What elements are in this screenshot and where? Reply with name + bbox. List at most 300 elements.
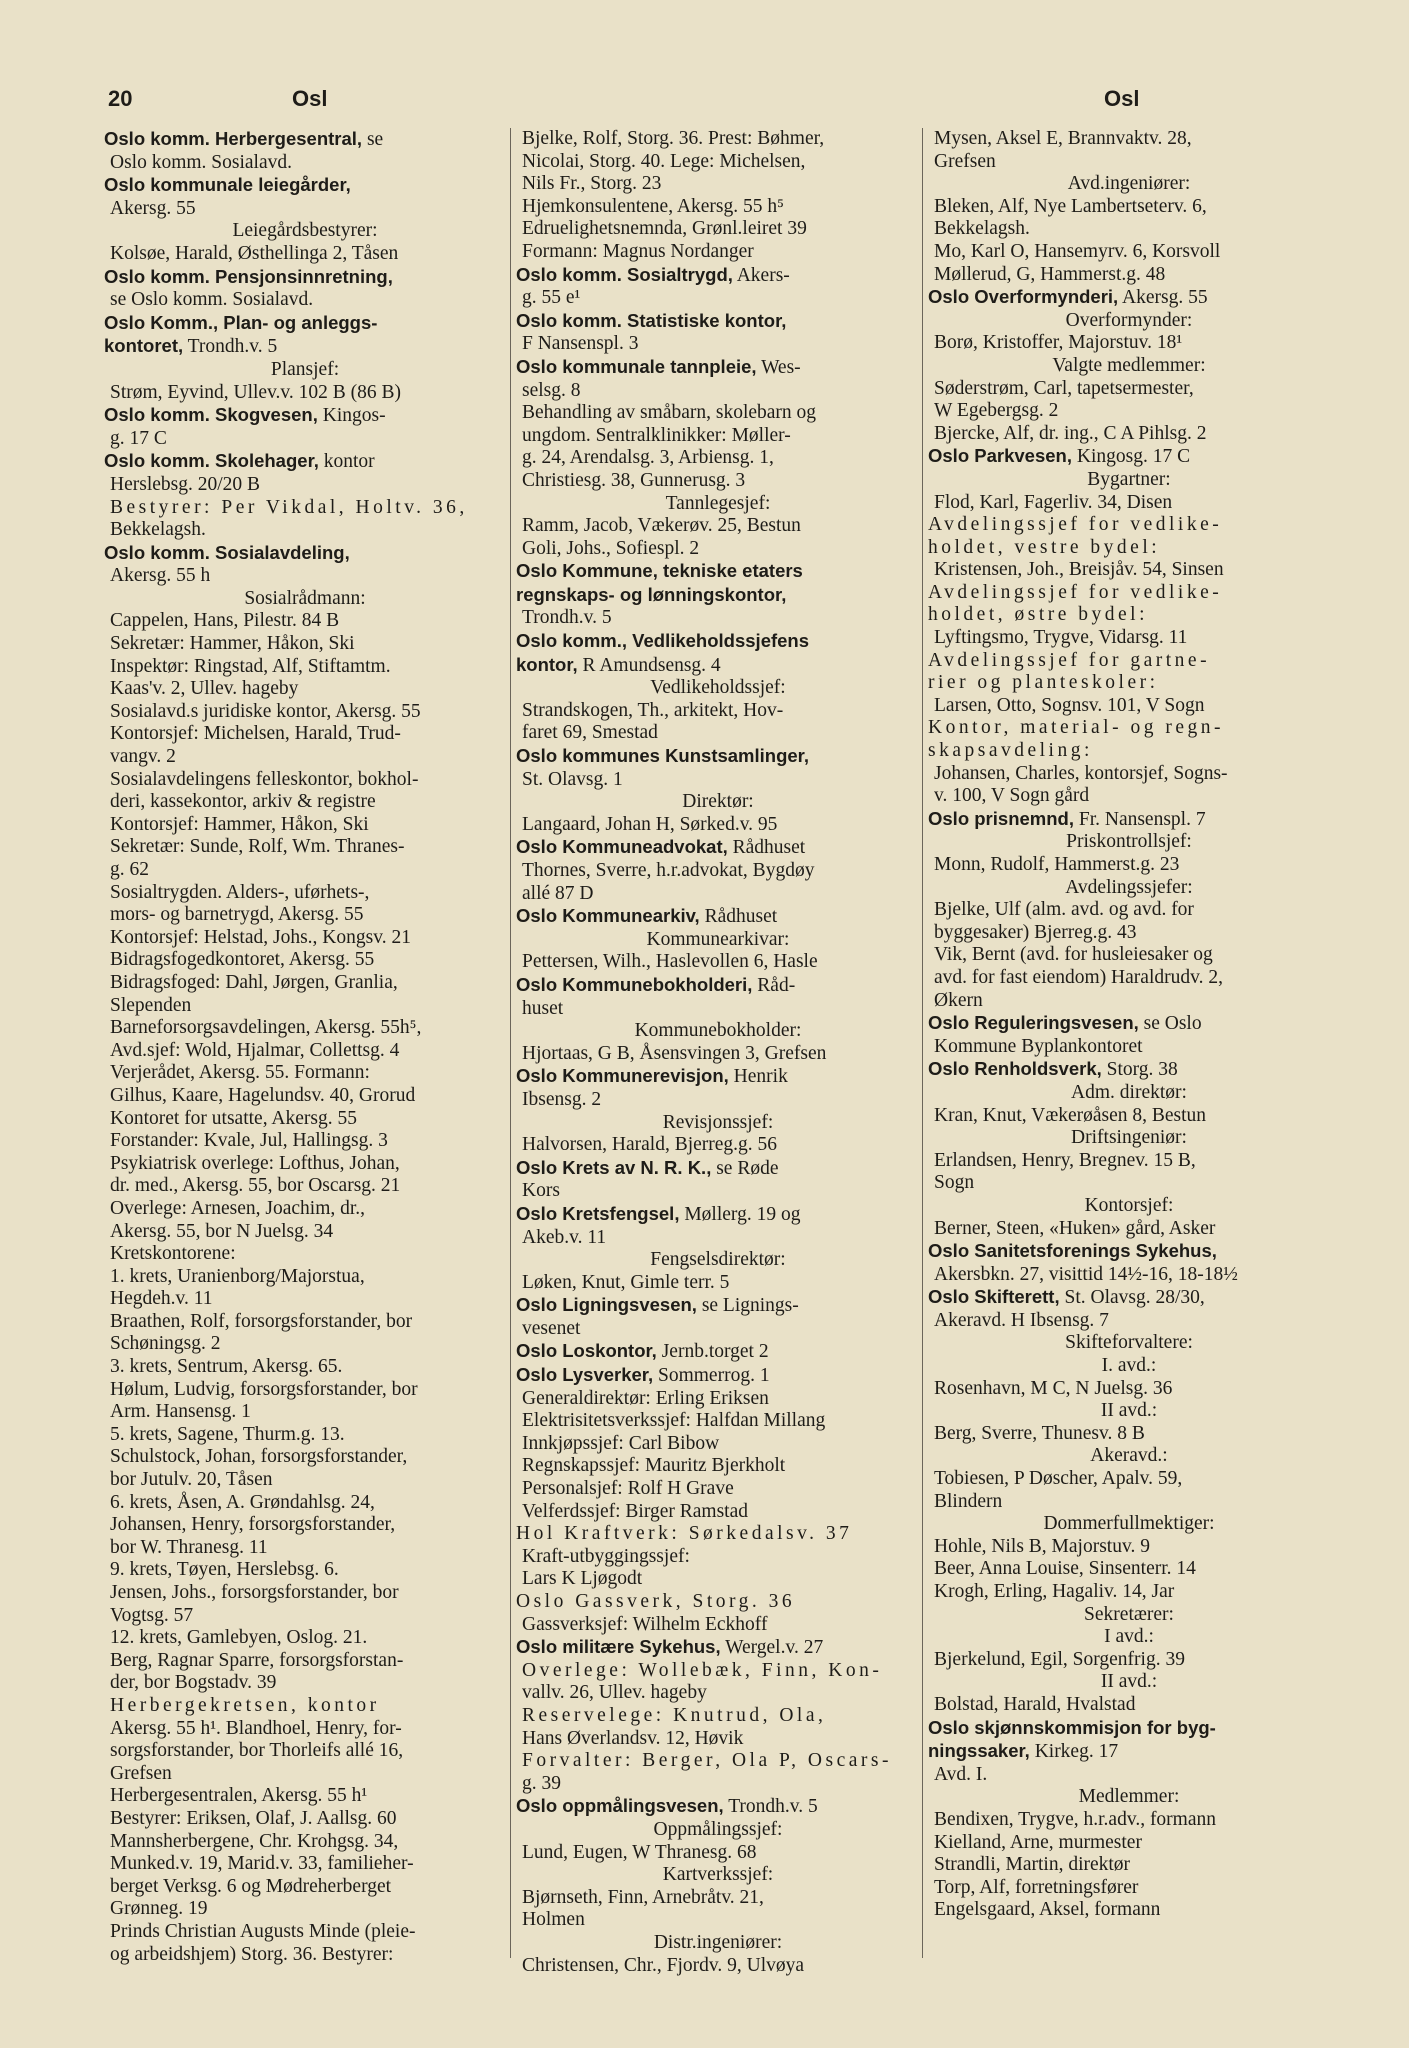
entry-name: Oslo komm. Skogvesen, xyxy=(104,404,318,426)
directory-line xyxy=(104,474,506,497)
entry-text: Kors xyxy=(522,1180,560,1202)
directory-heading xyxy=(516,974,920,998)
entry-text: Kristensen, Joh., Breisjåv. 54, Sinsen xyxy=(934,559,1224,581)
entry-text: Christiesg. 38, Gunnerusg. 3 xyxy=(522,469,746,491)
entry-text: Løken, Knut, Gimle terr. 5 xyxy=(522,1271,730,1293)
entry-text: Berg, Sverre, Thunesv. 8 B xyxy=(934,1422,1145,1444)
entry-text: se Røde xyxy=(711,1157,779,1179)
entry-text: Bestyrer: Eriksen, Olaf, J. Aallsg. 60 xyxy=(110,1807,397,1829)
entry-text: Johansen, Henry, forsorgsforstander, xyxy=(110,1514,396,1536)
entry-text: Innkjøpssjef: Carl Bibow xyxy=(522,1432,720,1454)
directory-heading xyxy=(516,1157,920,1181)
entry-text: Oppmålingssjef: xyxy=(653,1818,783,1840)
directory-heading xyxy=(516,1795,920,1819)
directory-line xyxy=(516,951,920,974)
directory-line xyxy=(104,791,506,814)
entry-name: Oslo komm. Statistiske kontor, xyxy=(516,309,787,331)
running-header-right: Osl xyxy=(1104,86,1140,111)
entry-text: 9. krets, Tøyen, Herslebsg. 6. xyxy=(110,1559,339,1581)
entry-text: Kontorsjef: xyxy=(1084,1194,1174,1216)
entry-name: Oslo komm. Pensjonsinnretning, xyxy=(104,265,393,287)
entry-text: 1. krets, Uranienborg/Majorstua, xyxy=(110,1265,365,1287)
entry-text: Hjemkonsulentene, Akersg. 55 h⁵ xyxy=(522,195,784,217)
role-title xyxy=(928,1127,1330,1150)
entry-text: Psykiatrisk overlege: Lofthus, Johan, xyxy=(110,1152,400,1174)
directory-line xyxy=(928,785,1330,808)
directory-heading xyxy=(104,128,506,152)
entry-text: Goli, Johs., Sofiespl. 2 xyxy=(522,537,700,559)
role-title xyxy=(928,1604,1330,1627)
directory-line xyxy=(928,1468,1330,1491)
entry-text: Grefsen xyxy=(110,1762,172,1784)
entry-text: Sosialrådmann: xyxy=(244,587,366,609)
directory-line xyxy=(104,1401,506,1424)
entry-text: Grefsen xyxy=(934,150,996,172)
directory-line xyxy=(516,515,920,538)
entry-text: Kontoret for utsatte, Akersg. 55 xyxy=(110,1107,357,1129)
directory-heading xyxy=(928,1240,1330,1264)
entry-text: Lyftingsmo, Trygve, Vidarsg. 11 xyxy=(934,627,1188,649)
directory-line xyxy=(104,1672,506,1695)
role-title xyxy=(516,1932,920,1955)
directory-line xyxy=(928,967,1330,990)
entry-text: kontor xyxy=(318,451,375,473)
directory-line xyxy=(104,497,506,520)
directory-line xyxy=(104,428,506,451)
entry-text: bor W. Thranesg. 11 xyxy=(110,1536,268,1558)
entry-text: Borø, Kristoffer, Majorstuv. 18¹ xyxy=(934,332,1183,354)
entry-text: Medlemmer: xyxy=(1078,1786,1180,1808)
entry-name: Oslo Renholdsverk, xyxy=(928,1058,1102,1080)
directory-line xyxy=(928,1764,1330,1787)
directory-line xyxy=(516,1682,920,1705)
entry-text: Plansjef: xyxy=(270,358,340,380)
directory-line xyxy=(104,565,506,588)
entry-text: II avd.: xyxy=(1100,1671,1158,1693)
column-3 xyxy=(928,128,1330,1958)
entry-text: v. 100, V Sogn gård xyxy=(934,785,1090,807)
entry-text: skapsavdeling: xyxy=(928,740,1093,762)
entry-text: Kraft-utbyggingssjef: xyxy=(522,1545,690,1567)
entry-text: Akeravd. H Ibsensg. 7 xyxy=(934,1309,1109,1331)
entry-name: Oslo Ligningsvesen, xyxy=(516,1294,697,1316)
directory-line xyxy=(104,1062,506,1085)
role-title xyxy=(928,1786,1330,1809)
entry-text: allé 87 D xyxy=(522,882,594,904)
entry-text: Regnskapssjef: Mauritz Bjerkholt xyxy=(522,1455,786,1477)
entry-text: Økern xyxy=(934,989,983,1011)
entry-name: Oslo Kommunerevisjon, xyxy=(516,1065,729,1087)
entry-text: Hans Øverlandsv. 12, Høvik xyxy=(522,1727,744,1749)
directory-heading xyxy=(516,560,920,584)
entry-text: Bjerkelund, Egil, Sorgenfrig. 39 xyxy=(934,1648,1185,1670)
directory-line xyxy=(928,1491,1330,1514)
directory-heading xyxy=(104,542,506,566)
directory-line xyxy=(104,949,506,972)
entry-text: Avdelingssjef for vedlike- xyxy=(928,514,1223,536)
directory-line xyxy=(104,1040,506,1063)
entry-name: Oslo Loskontor, xyxy=(516,1340,657,1362)
entry-text: St. Olavsg. 28/30, xyxy=(1059,1287,1205,1309)
role-title xyxy=(928,1671,1330,1694)
directory-heading xyxy=(516,630,920,654)
entry-name: Oslo kommunale tannpleie, xyxy=(516,355,757,377)
role-title xyxy=(516,929,920,952)
entry-text: Blindern xyxy=(934,1490,1003,1512)
directory-line xyxy=(928,128,1330,151)
entry-text: Forstander: Kvale, Jul, Hallingsg. 3 xyxy=(110,1130,388,1152)
entry-text: Bekkelagsh. xyxy=(110,519,206,541)
entry-text: Sekretær: Hammer, Håkon, Ski xyxy=(110,633,355,655)
entry-text: byggesaker) Bjerreg.g. 43 xyxy=(934,921,1137,943)
directory-line xyxy=(104,1763,506,1786)
entry-text: Kingosg. 17 C xyxy=(1071,446,1191,468)
directory-line xyxy=(516,128,920,151)
directory-line xyxy=(928,1264,1330,1287)
directory-line xyxy=(104,1108,506,1131)
directory-heading xyxy=(928,445,1330,469)
entry-text: Behandling av småbarn, skolebarn og xyxy=(522,402,817,424)
directory-heading xyxy=(104,450,506,474)
directory-line xyxy=(516,1227,920,1250)
directory-line xyxy=(104,1559,506,1582)
directory-line xyxy=(104,610,506,633)
directory-line xyxy=(104,1492,506,1515)
entry-text: Strøm, Eyvind, Ullev.v. 102 B (86 B) xyxy=(110,381,402,403)
entry-text: Berner, Steen, «Huken» gård, Asker xyxy=(934,1217,1216,1239)
entry-text: Hegdeh.v. 11 xyxy=(110,1288,213,1310)
directory-line xyxy=(104,701,506,724)
entry-text: se Oslo komm. Sosialavd. xyxy=(110,289,314,311)
directory-line xyxy=(928,672,1330,695)
directory-line xyxy=(928,1581,1330,1604)
directory-line xyxy=(928,559,1330,582)
entry-text: Monn, Rudolf, Hammerst.g. 23 xyxy=(934,854,1180,875)
entry-name: Oslo Lysverker, xyxy=(516,1364,654,1386)
entry-text: F Nansenspl. 3 xyxy=(522,333,639,355)
directory-line xyxy=(516,1134,920,1157)
directory-line xyxy=(104,678,506,701)
directory-line xyxy=(928,695,1330,718)
entry-name: Oslo Kommune, tekniske etaters xyxy=(516,560,803,582)
entry-text: Adm. direktør: xyxy=(1071,1081,1187,1103)
directory-line xyxy=(516,1842,920,1865)
directory-line xyxy=(516,1455,920,1478)
entry-text: Bendixen, Trygve, h.r.adv., formann xyxy=(934,1808,1216,1830)
directory-line xyxy=(104,1333,506,1356)
entry-text: Arm. Hansensg. 1 xyxy=(110,1401,251,1423)
role-title xyxy=(928,355,1330,378)
entry-text: Bjercke, Alf, dr. ing., C A Pihlsg. 2 xyxy=(934,422,1207,444)
directory-heading xyxy=(516,905,920,929)
entry-text: Nicolai, Storg. 40. Lege: Michelsen, xyxy=(522,150,806,172)
entry-text: Vedlikeholdssjef: xyxy=(650,677,786,699)
entry-text: Bestyrer: Per Vikdal, Holtv. 36, xyxy=(110,496,468,518)
role-title xyxy=(928,1082,1330,1105)
directory-line xyxy=(516,1089,920,1112)
directory-heading xyxy=(928,1012,1330,1036)
directory-line xyxy=(928,151,1330,174)
directory-line xyxy=(516,722,920,745)
directory-line xyxy=(928,1378,1330,1401)
directory-line xyxy=(516,769,920,792)
directory-line xyxy=(104,1288,506,1311)
directory-line xyxy=(516,241,920,264)
entry-text: Akeb.v. 11 xyxy=(522,1226,607,1248)
directory-line xyxy=(516,470,920,493)
entry-text: se xyxy=(362,129,384,150)
directory-line xyxy=(104,519,506,542)
entry-text: Skifteforvaltere: xyxy=(1065,1332,1193,1354)
entry-text: Oslo Gassverk, Storg. 36 xyxy=(516,1591,796,1612)
directory-line xyxy=(516,151,920,174)
entry-name: Oslo oppmålingsvesen, xyxy=(516,1795,724,1817)
entry-text: Herbergekretsen, kontor xyxy=(110,1694,380,1716)
entry-text: Bidragsfoged: Dahl, Jørgen, Granlia, xyxy=(110,971,398,993)
directory-line xyxy=(104,1582,506,1605)
directory-line xyxy=(516,1955,920,1978)
entry-name: ningssaker, xyxy=(928,1740,1030,1762)
role-title xyxy=(516,1020,920,1043)
entry-text: Driftsingeniør: xyxy=(1071,1127,1187,1149)
entry-text: g. 62 xyxy=(110,859,149,880)
entry-text: Beer, Anna Louise, Sinsenterr. 14 xyxy=(934,1558,1196,1580)
entry-text: Wes- xyxy=(756,356,801,378)
entry-text: vesenet xyxy=(522,1317,581,1339)
entry-name: Oslo militære Sykehus, xyxy=(516,1636,721,1658)
entry-name: Oslo Kretsfengsel, xyxy=(516,1202,680,1224)
entry-text: rier og planteskoler: xyxy=(928,672,1159,694)
directory-line xyxy=(104,1356,506,1379)
entry-text: Sosialavd.s juridiske kontor, Akersg. 55 xyxy=(110,700,421,722)
entry-text: Erlandsen, Henry, Bregnev. 15 B, xyxy=(934,1149,1196,1171)
entry-text: Akersg. 55 xyxy=(1118,287,1208,309)
entry-text: Avd.sjef: Wold, Hjalmar, Collettsg. 4 xyxy=(110,1039,400,1061)
entry-text: mors- og barnetrygd, Akersg. 55 xyxy=(110,904,364,926)
directory-line xyxy=(104,904,506,927)
directory-heading xyxy=(516,1065,920,1089)
entry-text: Kommunebokholder: xyxy=(634,1020,802,1042)
entry-text: Mo, Karl O, Hansemyrv. 6, Korsvoll xyxy=(934,240,1221,262)
entry-text: Lars K Ljøgodt xyxy=(522,1568,643,1590)
role-title xyxy=(928,1195,1330,1218)
entry-text: Hohle, Nils B, Majorstuv. 9 xyxy=(934,1535,1150,1557)
entry-text: Kontorsjef: Hammer, Håkon, Ski xyxy=(110,813,369,835)
directory-line xyxy=(928,1105,1330,1128)
entry-text: Kommunearkivar: xyxy=(646,928,790,950)
entry-text: Inspektør: Ringstad, Alf, Stiftamtm. xyxy=(110,655,391,677)
directory-line xyxy=(928,740,1330,763)
entry-text: Thornes, Sverre, h.r.advokat, Bygdøy xyxy=(522,860,815,881)
entry-text: Halvorsen, Harald, Bjerreg.g. 56 xyxy=(522,1134,778,1156)
directory-line xyxy=(516,1568,920,1591)
entry-text: Langaard, Johan H, Sørked.v. 95 xyxy=(522,813,778,835)
entry-text: Råd- xyxy=(752,974,796,996)
directory-line xyxy=(104,1853,506,1876)
directory-line xyxy=(104,1944,506,1967)
directory-line xyxy=(516,1773,920,1796)
entry-text: Hol Kraftverk: Sørkedalsv. 37 xyxy=(516,1523,853,1545)
entry-text: Generaldirektør: Erling Eriksen xyxy=(522,1387,769,1409)
entry-text: Kaas'v. 2, Ullev. hageby xyxy=(110,678,299,700)
entry-text: Rådhuset xyxy=(727,837,806,859)
entry-text: Avd. I. xyxy=(934,1763,988,1785)
entry-text: Sekretær: Sunde, Rolf, Wm. Thranes- xyxy=(110,836,405,858)
entry-text: Akersbkn. 27, visittid 14½-16, 18-18½ xyxy=(934,1263,1238,1285)
entry-text: Bidragsfogedkontoret, Akersg. 55 xyxy=(110,949,375,971)
directory-line xyxy=(516,425,920,448)
entry-text: Slependen xyxy=(110,994,192,1016)
entry-name: Oslo komm. Herbergesentral, xyxy=(104,128,363,149)
directory-line xyxy=(104,882,506,905)
entry-text: Møllerg. 19 og xyxy=(679,1203,801,1225)
directory-line xyxy=(928,423,1330,446)
directory-line xyxy=(516,1043,920,1066)
directory-heading xyxy=(516,310,920,334)
entry-text: Kielland, Arne, murmester xyxy=(934,1831,1142,1853)
directory-line xyxy=(516,380,920,403)
entry-text: Formann: Magnus Nordanger xyxy=(522,240,754,262)
entry-text: Mannsherbergene, Chr. Krohgsg. 34, xyxy=(110,1830,399,1852)
entry-text: g. 24, Arendalsg. 3, Arbiensg. 1, xyxy=(522,447,774,469)
entry-text: Munked.v. 19, Marid.v. 33, familieher- xyxy=(110,1853,414,1875)
entry-text: Edruelighetsnemnda, Grønl.leiret 39 xyxy=(522,218,807,240)
directory-line xyxy=(516,538,920,561)
directory-line xyxy=(104,1085,506,1108)
directory-line xyxy=(928,1423,1330,1446)
entry-name: Oslo Kommunearkiv, xyxy=(516,905,700,927)
directory-line xyxy=(104,1266,506,1289)
entry-text: Schulstock, Johan, forsorgsforstander, xyxy=(110,1446,408,1468)
entry-name: Oslo Sanitetsforenings Sykehus, xyxy=(928,1240,1217,1262)
entry-text: ungdom. Sentralklinikker: Møller- xyxy=(522,424,791,446)
entry-text: Jernb.torget 2 xyxy=(656,1341,769,1363)
directory-heading xyxy=(928,808,1330,832)
directory-heading xyxy=(516,1364,920,1388)
directory-line xyxy=(104,1469,506,1492)
directory-line xyxy=(516,1272,920,1295)
entry-text: Johansen, Charles, kontorsjef, Sogns- xyxy=(934,762,1228,784)
entry-name: Oslo komm., Vedlikeholdssjefens xyxy=(516,630,810,652)
directory-heading xyxy=(928,1740,1330,1764)
directory-line xyxy=(928,627,1330,650)
directory-heading xyxy=(928,1286,1330,1310)
directory-heading xyxy=(516,584,920,608)
directory-line xyxy=(104,382,506,405)
entry-text: Oslo komm. Sosialavd. xyxy=(110,151,293,173)
directory-line xyxy=(104,1537,506,1560)
role-title xyxy=(928,1445,1330,1468)
directory-line xyxy=(516,196,920,219)
directory-line xyxy=(104,1379,506,1402)
entry-text: Barneforsorgsavdelingen, Akersg. 55h⁵, xyxy=(110,1017,422,1039)
entry-name: Oslo Reguleringsvesen, xyxy=(928,1012,1139,1034)
entry-text: Revisjonssjef: xyxy=(662,1111,774,1133)
entry-text: II avd.: xyxy=(1100,1400,1158,1422)
directory-line xyxy=(928,922,1330,945)
entry-name: Oslo Overformynderi, xyxy=(928,286,1119,308)
entry-text: Ramm, Jacob, Vækerøv. 25, Bestun xyxy=(522,515,801,537)
entry-text: der, bor Bogstadv. 39 xyxy=(110,1672,277,1694)
entry-text: Sekretærer: xyxy=(1084,1603,1174,1625)
directory-line xyxy=(104,198,506,221)
entry-name: Oslo komm. Sosialtrygd, xyxy=(516,263,733,285)
directory-line xyxy=(928,582,1330,605)
role-title xyxy=(928,877,1330,900)
role-title xyxy=(928,310,1330,333)
entry-text: Engelsgaard, Aksel, formann xyxy=(934,1899,1161,1921)
directory-heading xyxy=(516,836,920,860)
entry-text: Elektrisitetsverkssjef: Halfdan Millang xyxy=(522,1410,826,1432)
entry-text: Kolsøe, Harald, Østhellinga 2, Tåsen xyxy=(110,242,399,264)
entry-text: R Amundsensg. 4 xyxy=(577,654,721,676)
directory-line xyxy=(928,717,1330,740)
entry-text: Torp, Alf, forretningsfører xyxy=(934,1876,1139,1898)
directory-heading xyxy=(928,286,1330,310)
entry-text: Bjelke, Ulf (alm. avd. og avd. for xyxy=(934,899,1194,921)
directory-line xyxy=(104,1017,506,1040)
entry-text: Søderstrøm, Carl, tapetsermester, xyxy=(934,377,1194,399)
directory-line xyxy=(104,152,506,175)
entry-text: Jensen, Johs., forsorgsforstander, bor xyxy=(110,1582,399,1603)
entry-text: Overlege: Wollebæk, Finn, Kon- xyxy=(522,1659,883,1681)
directory-heading xyxy=(516,654,920,678)
entry-text: 12. krets, Gamlebyen, Oslog. 21. xyxy=(110,1627,368,1649)
directory-line xyxy=(928,1172,1330,1195)
role-title xyxy=(516,1819,920,1842)
entry-text: holdet, vestre bydel: xyxy=(928,536,1161,558)
entry-text: dr. med., Akersg. 55, bor Oscarsg. 21 xyxy=(110,1175,401,1197)
directory-line xyxy=(928,514,1330,537)
role-title xyxy=(516,1249,920,1272)
role-title xyxy=(928,1513,1330,1536)
entry-name: Oslo Krets av N. R. K., xyxy=(516,1156,712,1178)
directory-line xyxy=(104,1695,506,1718)
role-title xyxy=(104,220,506,243)
entry-text: Krogh, Erling, Hagaliv. 14, Jar xyxy=(934,1581,1175,1602)
entry-text: Valgte medlemmer: xyxy=(1052,354,1206,376)
entry-text: se Oslo xyxy=(1138,1013,1202,1035)
directory-heading xyxy=(516,356,920,380)
entry-text: Kran, Knut, Vækerøåsen 8, Bestun xyxy=(934,1104,1207,1126)
entry-text: faret 69, Smestad xyxy=(522,722,658,744)
directory-line xyxy=(516,1705,920,1728)
entry-text: og arbeidshjem) Storg. 36. Bestyrer: xyxy=(110,1943,394,1965)
entry-text: Akersg. 55 h¹. Blandhoel, Henry, for- xyxy=(110,1717,402,1739)
directory-line xyxy=(928,604,1330,627)
directory-heading xyxy=(104,404,506,428)
role-title xyxy=(516,677,920,700)
entry-text: Mysen, Aksel E, Brannvaktv. 28, xyxy=(934,128,1192,149)
directory-line xyxy=(516,1433,920,1456)
directory-line xyxy=(516,1478,920,1501)
directory-line xyxy=(516,860,920,883)
entry-text: Fr. Nansenspl. 7 xyxy=(1073,808,1206,830)
entry-text: avd. for fast eiendom) Haraldrudv. 2, xyxy=(934,966,1223,988)
entry-text: Personalsjef: Rolf H Grave xyxy=(522,1478,734,1500)
entry-text: Fengselsdirektør: xyxy=(650,1249,786,1271)
directory-heading xyxy=(516,1340,920,1364)
entry-text: Avdelingssjef for gartne- xyxy=(928,649,1211,671)
directory-line xyxy=(928,1150,1330,1173)
role-title xyxy=(928,1355,1330,1378)
role-title xyxy=(516,493,920,516)
entry-name: Oslo prisnemnd, xyxy=(928,807,1074,829)
entry-name: kontoret, xyxy=(104,335,184,357)
entry-text: Forvalter: Berger, Ola P, Oscars- xyxy=(522,1750,892,1772)
directory-line xyxy=(516,1591,920,1614)
directory-line xyxy=(104,1808,506,1831)
